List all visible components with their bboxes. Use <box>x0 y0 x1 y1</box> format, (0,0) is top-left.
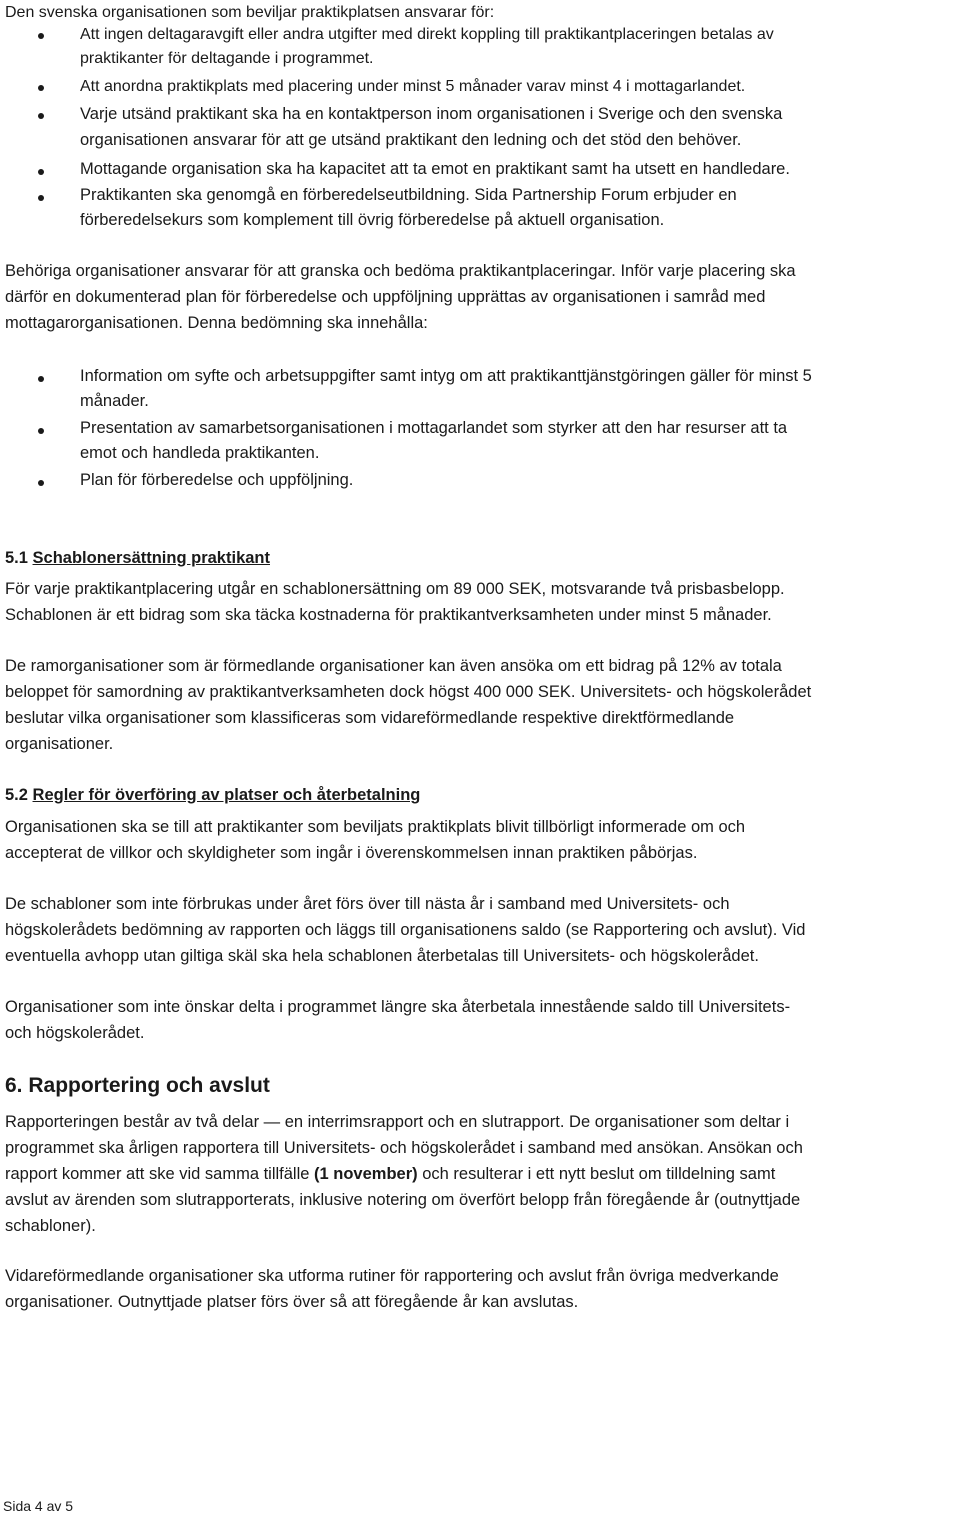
review-line-3: mottagarorganisationen. Denna bedömning ska innehålla: <box>5 314 428 332</box>
bullet-dot <box>38 428 44 434</box>
section-5-2-title: Regler för överföring av platser och återbetalning <box>32 786 421 804</box>
review-bullet-2-line-1: Presentation av samarbetsorganisationen i mottagarlandet som styrker att den har resurser att ta <box>80 419 788 437</box>
section-5-2-para-2-line-2: högskolerådets bedömning av rapporten och läggs till organisationens saldo (se Rapportering och avslut). Vid <box>5 921 806 939</box>
intro-line: Den svenska organisationen som beviljar praktikplatsen ansvarar för: <box>5 4 495 21</box>
section-6-para-1-line-2: programmet ska årligen rapportera till Universitets- och högskolerådet i samband med ansökan. Ansökan och <box>5 1139 803 1157</box>
intro-bullet-2-line-1: Att anordna praktikplats med placering under minst 5 månader varav minst 4 i mottagarlandet. <box>80 78 746 95</box>
review-bullet-1-line-2: månader. <box>80 392 149 410</box>
section-5-1-para-2-line-2: beloppet för samordning av praktikantverksamheten dock högst 400 000 SEK. Universitets- och högskolerådet <box>5 683 812 701</box>
section-5-2-para-2-line-1: De schabloner som inte förbrukas under året förs över till nästa år i samband med Universitets- och <box>5 895 730 913</box>
section-5-1-para-2-line-1: De ramorganisationer som är förmedlande organisationer kan även ansöka om ett bidrag på 12% av totala <box>5 657 782 675</box>
section-5-2-heading <box>5 783 420 808</box>
bullet-dot <box>38 33 44 39</box>
section-6-line-3-post: och resulterar i ett nytt beslut om tilldelning samt <box>417 1165 776 1183</box>
section-5-1-title: Schablonersättning praktikant <box>32 549 270 567</box>
deadline-date: (1 november) <box>314 1165 418 1183</box>
section-5-1-number: 5.1 <box>5 549 28 567</box>
section-6-para-1-line-1: Rapporteringen består av två delar — en interrimsrapport och en slutrapport. De organisationer som deltar i <box>5 1113 790 1131</box>
section-5-1-para-2-line-4: organisationer. <box>5 735 114 753</box>
section-5-1-para-1-line-2: Schablonen är ett bidrag som ska täcka kostnaderna för praktikantverksamheten under minst 5 månader. <box>5 606 772 624</box>
section-5-2-number: 5.2 <box>5 786 28 804</box>
bullet-dot <box>38 195 44 201</box>
bullet-dot <box>38 113 44 119</box>
bullet-dot <box>38 376 44 382</box>
section-6-para-2-line-2: organisationer. Outnyttjade platser förs över så att föregående år kan avslutas. <box>5 1293 579 1311</box>
page-number-footer: Sida 4 av 5 <box>3 1498 74 1514</box>
intro-bullet-5-line-1: Praktikanten ska genomgå en förberedelseutbildning. Sida Partnership Forum erbjuder en <box>80 186 737 204</box>
section-5-1-para-1-line-1: För varje praktikantplacering utgår en schablonersättning om 89 000 SEK, motsvarande två prisbasbelopp. <box>5 580 785 598</box>
intro-bullet-1-line-1: Att ingen deltagaravgift eller andra utgifter med direkt koppling till praktikantplaceringen betalas av <box>80 26 774 43</box>
intro-bullet-3-line-1: Varje utsänd praktikant ska ha en kontaktperson inom organisationen i Sverige och den svenska <box>80 105 783 123</box>
review-bullet-1-line-1: Information om syfte och arbetsuppgifter samt intyg om att praktikanttjänstgöringen gäller för minst 5 <box>80 367 812 385</box>
section-6-para-1-line-5: schabloner). <box>5 1217 96 1235</box>
section-6-line-3-pre: rapport kommer att ske vid samma tillfälle <box>5 1165 315 1183</box>
section-5-2-para-1-line-1: Organisationen ska se till att praktikanter som beviljats praktikplats blivit tillbörligt informerade om och <box>5 818 746 836</box>
section-6-heading: 6. Rapportering och avslut <box>5 1074 270 1097</box>
section-6-para-1-line-4: avslut av ärenden som slutrapporterats, inklusive notering om överfört belopp från föregående år (outnyttjade <box>5 1191 801 1209</box>
review-bullet-2-line-2: emot och handleda praktikanten. <box>80 444 320 462</box>
intro-bullet-4-line-1: Mottagande organisation ska ha kapacitet att ta emot en praktikant samt ha utsett en handledare. <box>80 160 790 178</box>
review-line-1: Behöriga organisationer ansvarar för att granska och bedöma praktikantplaceringar. Inför varje placering ska <box>5 262 796 280</box>
review-line-2: därför en dokumenterad plan för förberedelse och uppföljning upprättas av organisationen i samråd med <box>5 288 766 306</box>
review-bullet-3-line-1: Plan för förberedelse och uppföljning. <box>80 471 354 489</box>
intro-bullet-3-line-2: organisationen ansvarar för att ge utsänd praktikant den ledning och det stöd den behöver. <box>80 131 742 149</box>
section-6-para-1-line-3 <box>5 1162 775 1188</box>
bullet-dot <box>38 85 44 91</box>
bullet-dot <box>38 169 44 175</box>
section-5-2-para-3-line-2: och högskolerådet. <box>5 1024 145 1042</box>
section-5-1-para-2-line-3: beslutar vilka organisationer som klassificeras som vidareförmedlande respektive direktförmedlande <box>5 709 735 727</box>
section-6-para-2-line-1: Vidareförmedlande organisationer ska utforma rutiner för rapportering och avslut från övriga medverkande <box>5 1267 779 1285</box>
bullet-dot <box>38 480 44 486</box>
section-5-2-para-2-line-3: eventuella avhopp utan giltiga skäl ska hela schablonen återbetalas till Universitets- och högskolerådet. <box>5 947 759 965</box>
intro-bullet-5-line-2: förberedelsekurs som komplement till övrig förberedelse på aktuell organisation. <box>80 211 665 229</box>
section-5-2-para-3-line-1: Organisationer som inte önskar delta i programmet längre ska återbetala innestående saldo till Universitets- <box>5 998 791 1016</box>
section-5-1-heading <box>5 546 270 571</box>
intro-bullet-1-line-2: praktikanter för deltagande i programmet. <box>80 50 374 67</box>
section-5-2-para-1-line-2: accepterat de villkor och skyldigheter som ingår i överenskommelsen innan praktiken påbörjas. <box>5 844 698 862</box>
